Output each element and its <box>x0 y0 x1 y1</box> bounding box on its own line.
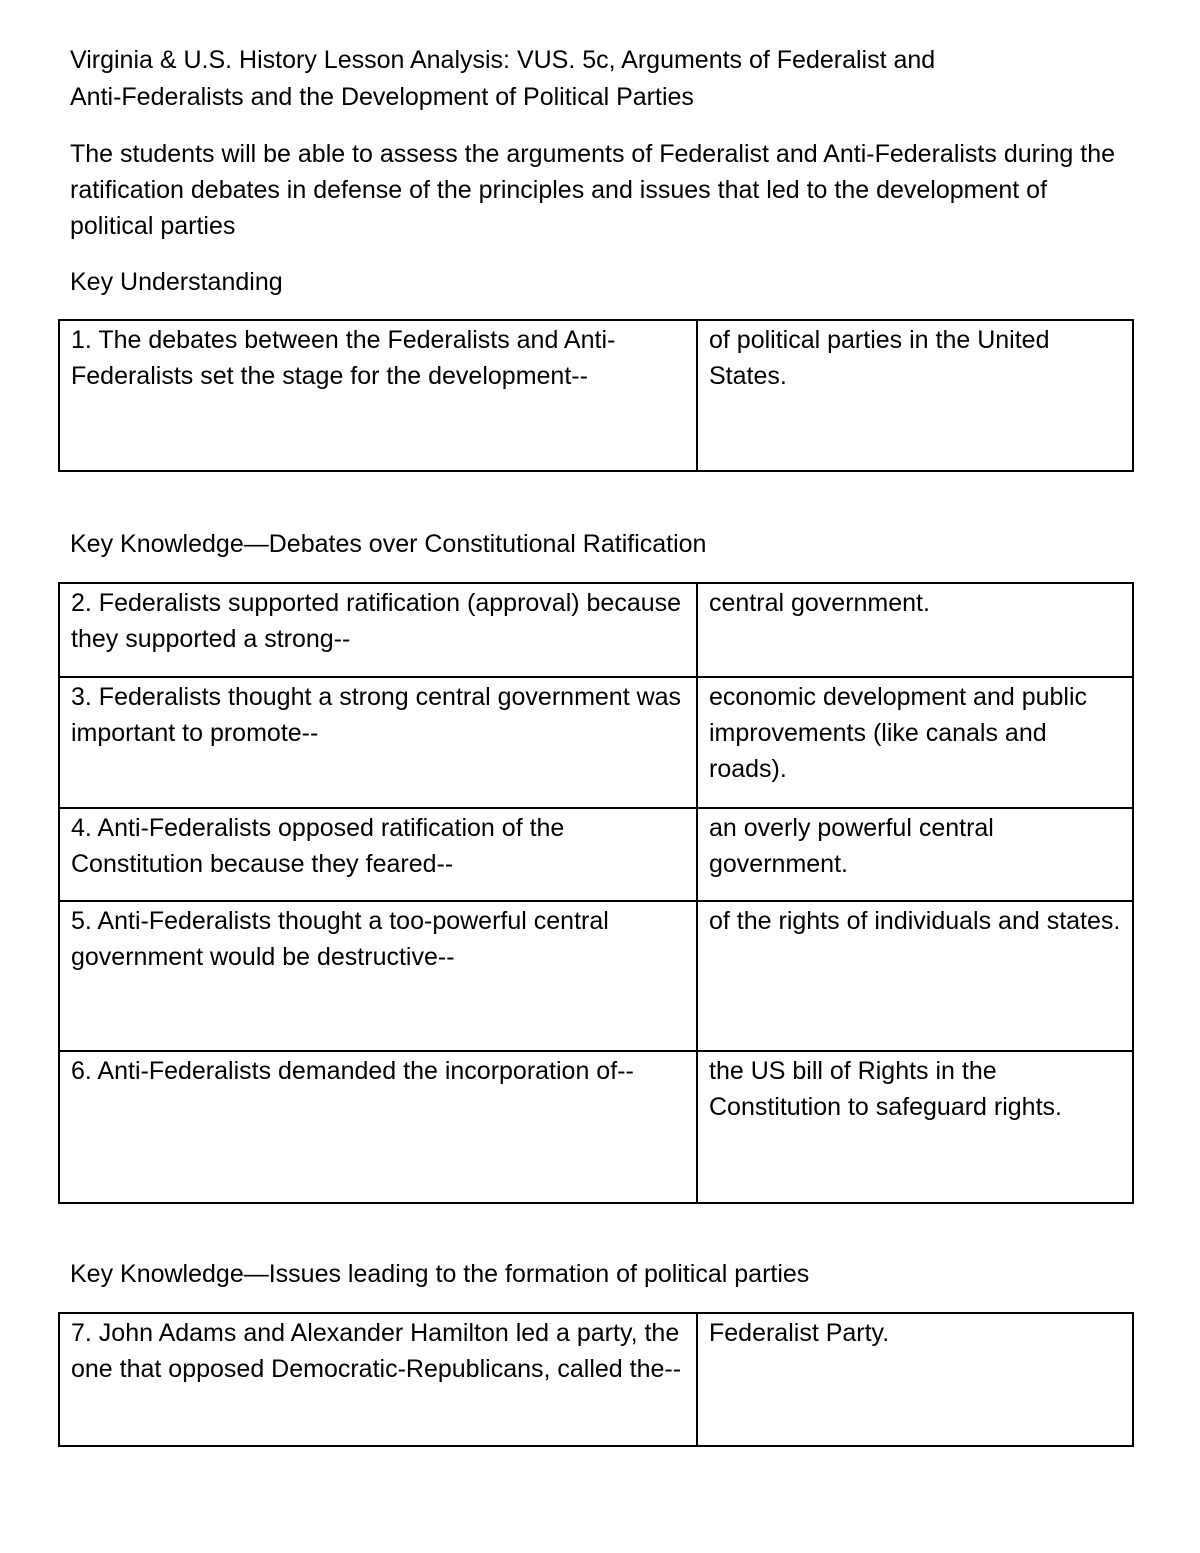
section-heading-ratification-debates: Key Knowledge—Debates over Constitutional Ratification <box>70 530 707 558</box>
answer-cell: the US bill of Rights in the Constitution to safeguard rights. <box>697 1051 1133 1203</box>
answer-cell: of the rights of individuals and states. <box>697 901 1133 1051</box>
table-row <box>59 1051 1133 1203</box>
key-understanding-table <box>58 319 1134 472</box>
question-cell: 3. Federalists thought a strong central government was important to promote-- <box>59 677 697 808</box>
question-cell: 1. The debates between the Federalists and Anti-Federalists set the stage for the development-- <box>59 320 697 471</box>
table-row <box>59 583 1133 677</box>
table-row <box>59 808 1133 901</box>
answer-cell: Federalist Party. <box>697 1313 1133 1446</box>
answer-cell: of political parties in the United States. <box>697 320 1133 471</box>
answer-cell: an overly powerful central government. <box>697 808 1133 901</box>
title-line-2: Anti-Federalists and the Development of Political Parties <box>70 83 694 111</box>
question-cell: 6. Anti-Federalists demanded the incorporation of-- <box>59 1051 697 1203</box>
answer-cell: central government. <box>697 583 1133 677</box>
ratification-debates-table <box>58 582 1134 1204</box>
table-row <box>59 1313 1133 1446</box>
document-title <box>70 42 1130 116</box>
section-heading-political-parties: Key Knowledge—Issues leading to the formation of political parties <box>70 1260 810 1288</box>
question-cell: 5. Anti-Federalists thought a too-powerful central government would be destructive-- <box>59 901 697 1051</box>
title-line-1: Virginia & U.S. History Lesson Analysis: VUS. 5c, Arguments of Federalist and <box>70 46 936 74</box>
table-row <box>59 901 1133 1051</box>
section-heading-key-understanding: Key Understanding <box>70 268 283 296</box>
table-row <box>59 677 1133 808</box>
political-parties-table <box>58 1312 1134 1447</box>
learning-objective: The students will be able to assess the arguments of Federalist and Anti-Federalists during the ratification debates in defense of the principles and issues that led to the development of political parties <box>70 140 1116 240</box>
table-row <box>59 320 1133 471</box>
question-cell: 2. Federalists supported ratification (approval) because they supported a strong-- <box>59 583 697 677</box>
answer-cell: economic development and public improvements (like canals and roads). <box>697 677 1133 808</box>
question-cell: 7. John Adams and Alexander Hamilton led a party, the one that opposed Democratic-Republicans, called the-- <box>59 1313 697 1446</box>
question-cell: 4. Anti-Federalists opposed ratification of the Constitution because they feared-- <box>59 808 697 901</box>
